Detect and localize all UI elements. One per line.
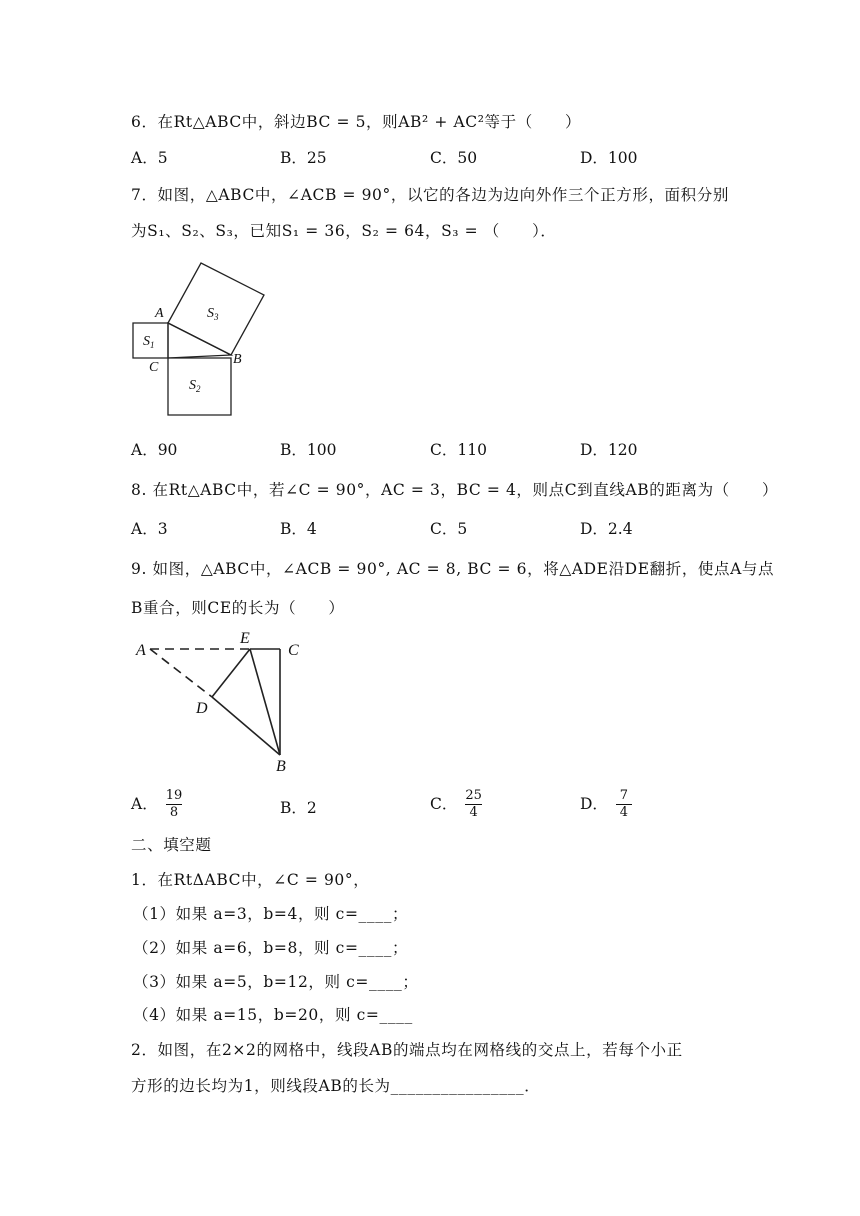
q8-option-b: B．4 [280, 520, 317, 538]
s2-q2-line1: 2．如图，在2×2的网格中，线段AB的端点均在网格线的交点上，若每个小正 [131, 1041, 683, 1059]
label-d: D [196, 700, 208, 717]
q6-option-a: A．5 [131, 149, 168, 167]
label-a: A [136, 642, 146, 659]
q7-figure [125, 255, 275, 425]
label-b: B [233, 352, 242, 367]
q9-line2: B重合，则CE的长为（ ） [131, 599, 345, 617]
q9-line1: 9. 如图，△ABC中，∠ACB = 90°, AC = 8, BC = 6，将△ADE沿DE翻折，使点A与点 [131, 560, 775, 578]
q6-option-d: D．100 [580, 149, 638, 167]
segment-ed [212, 649, 250, 697]
s2-q1-text: 1．在RtΔABC中，∠C = 90°， [131, 871, 370, 889]
q9-option-b: B．2 [280, 799, 317, 817]
segment-ad-dashed [150, 649, 212, 697]
s2-q1-item-4: （4）如果 a=15，b=20，则 c=____ [133, 1006, 413, 1024]
s2-q2-line2: 方形的边长均为1，则线段AB的长为________________． [131, 1077, 541, 1095]
q8-option-d: D．2.4 [580, 520, 633, 538]
q6-option-b: B．25 [280, 149, 327, 167]
q8-option-a: A．3 [131, 520, 168, 538]
q9-option-c: C． $\frac{25}{4}$ [430, 788, 482, 821]
q8-option-c: C．5 [430, 520, 468, 538]
label-c: C [288, 642, 299, 659]
section2-title: 二、填空题 [131, 836, 212, 854]
q6-text: 6．在Rt△ABC中，斜边BC = 5，则AB² + AC²等于（ ） [131, 113, 582, 131]
q7-option-c: C．110 [430, 441, 487, 459]
square-s3 [168, 263, 264, 355]
label-s3: $S_3$ [207, 306, 219, 322]
label-s2: $S_2$ [189, 378, 201, 394]
q7-option-d: D．120 [580, 441, 638, 459]
segment-db [212, 697, 280, 755]
segment-eb [250, 649, 280, 755]
q9-option-a: A． $\frac{19}{8}$ [131, 788, 183, 821]
q9-figure [130, 625, 310, 775]
q6-option-c: C．50 [430, 149, 478, 167]
q7-line1: 7．如图，△ABC中，∠ACB = 90°，以它的各边为边向外作三个正方形，面积分别 [131, 186, 729, 204]
q7-line2: 为S₁、S₂、S₃，已知S₁ = 36，S₂ = 64，S₃ = （ ）． [131, 222, 557, 240]
q8-text: 8. 在Rt△ABC中，若∠C = 90°，AC = 3，BC = 4，则点C到直线AB的距离为（ ） [131, 481, 779, 499]
label-b: B [276, 758, 286, 775]
s2-q1-item-2: （2）如果 a=6，b=8，则 c=____； [133, 939, 409, 957]
s2-q1-item-3: （3）如果 a=5，b=12，则 c=____； [133, 973, 419, 991]
q7-option-b: B．100 [280, 441, 337, 459]
label-s1: $S_1$ [143, 334, 155, 350]
label-a: A [155, 306, 164, 321]
q9-option-d: D． $\frac{7}{4}$ [580, 788, 632, 822]
q7-option-a: A．90 [131, 441, 178, 459]
triangle-abc [168, 323, 231, 358]
label-c: C [149, 360, 159, 375]
s2-q1-item-1: （1）如果 a=3，b=4，则 c=____； [133, 905, 409, 923]
label-e: E [240, 630, 250, 647]
